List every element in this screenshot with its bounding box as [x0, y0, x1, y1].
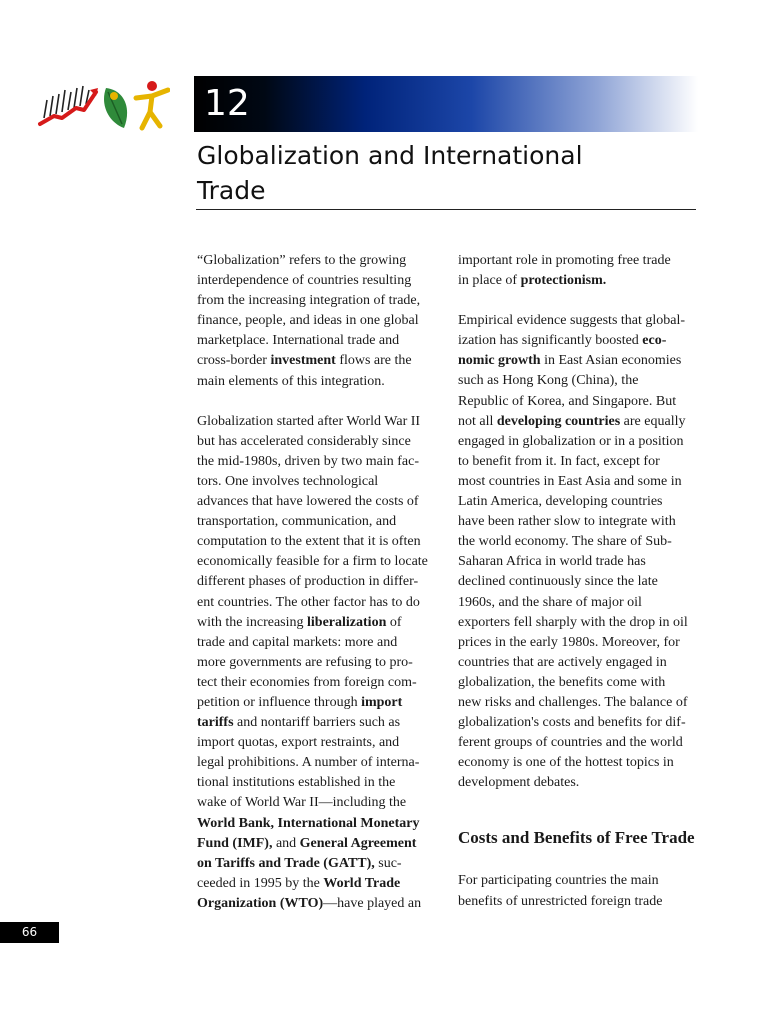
text-line: wake of World War II—including the: [197, 795, 407, 811]
text-line: more governments are refusing to pro-: [197, 654, 413, 670]
glossary-term: General Agreement: [299, 835, 417, 851]
text-line: Republic of Korea, and Singapore. But: [458, 393, 677, 409]
text-line: important role in promoting free trade: [458, 253, 671, 268]
glossary-term: eco-: [642, 333, 667, 349]
text-line: Saharan Africa in world trade has: [458, 554, 646, 570]
text-line: economy is one of the hottest topics in: [458, 755, 674, 771]
paragraph-free-trade-benefits: [458, 871, 698, 911]
text-line: suc-: [374, 855, 402, 871]
person-icon: [136, 81, 168, 128]
chapter-title: [197, 138, 697, 208]
text-line: globalization, the benefits come with: [458, 674, 666, 690]
text-line: from the increasing integration of trade,: [197, 293, 421, 309]
text-line: to benefit from it. In fact, except for: [458, 453, 660, 469]
text-line: are equally: [620, 413, 686, 429]
glossary-term: protectionism.: [520, 273, 607, 289]
text-line: interdependence of countries resulting: [197, 273, 412, 289]
text-line: flows are the: [335, 353, 412, 369]
text-line: economically feasible for a firm to locate: [197, 554, 428, 570]
text-line: development debates.: [458, 775, 580, 791]
text-line: Globalization started after World War II: [197, 413, 421, 429]
glossary-term: import: [361, 694, 403, 710]
text-line: Empirical evidence suggests that global-: [458, 313, 686, 329]
text-line: petition or influence through: [197, 694, 362, 710]
paragraph-empirical-evidence: [458, 311, 698, 793]
text-line: advances that have lowered the costs of: [197, 494, 419, 510]
text-line: tional institutions established in the: [197, 775, 396, 791]
glossary-term: World Trade: [323, 875, 401, 891]
text-line: “Globalization” refers to the growing: [197, 253, 407, 268]
glossary-term: on Tariffs and Trade (GATT),: [197, 855, 375, 871]
title-divider: [196, 209, 696, 210]
text-line: new risks and challenges. The balance of: [458, 694, 688, 710]
text-line: in East Asian economies: [540, 353, 682, 369]
text-line: cross-border: [197, 353, 271, 369]
text-line: tect their economies from foreign com-: [197, 674, 417, 690]
text-line: trade and capital markets: more and: [197, 634, 398, 650]
text-line: ferent groups of countries and the world: [458, 735, 683, 751]
text-line: ization has significantly boosted: [458, 333, 643, 349]
chapter-number-bar: [194, 76, 698, 132]
text-line: Latin America, developing countries: [458, 494, 663, 510]
text-line: have been rather slow to integrate with: [458, 514, 676, 530]
paragraph-globalization-history: [197, 412, 437, 914]
text-line: 1960s, and the share of major oil: [458, 594, 642, 610]
page-number: 66: [0, 922, 59, 943]
chapter-title-line-2: Trade: [197, 176, 266, 205]
glossary-term: Fund (IMF),: [197, 835, 273, 851]
text-line: with the increasing: [197, 614, 308, 630]
text-line: finance, people, and ideas in one global: [197, 313, 419, 329]
text-line: but has accelerated considerably since: [197, 433, 411, 449]
paragraph-globalization-definition: [197, 251, 437, 392]
text-line: such as Hong Kong (China), the: [458, 373, 639, 389]
text-line: and: [272, 835, 300, 851]
text-line: the world economy. The share of Sub-: [458, 534, 672, 550]
text-line: main elements of this integration.: [197, 373, 385, 389]
glossary-term: World Bank, International Monetary: [197, 815, 420, 831]
glossary-term: tariffs: [197, 715, 234, 731]
text-line: of: [386, 614, 402, 630]
text-line: ent countries. The other factor has to do: [197, 594, 420, 610]
text-line: the mid-1980s, driven by two main fac-: [197, 453, 420, 469]
glossary-term: liberalization: [307, 614, 387, 630]
chapter-number: 12: [204, 83, 250, 124]
text-line: For participating countries the main: [458, 873, 659, 889]
left-column: [197, 251, 437, 934]
text-line: import quotas, export restraints, and: [197, 735, 400, 751]
text-line: engaged in globalization or in a position: [458, 433, 684, 449]
chapter-title-line-1: Globalization and International: [197, 141, 583, 170]
text-line: and nontariff barriers such as: [233, 715, 401, 731]
text-line: —have played an: [323, 895, 422, 911]
text-line: marketplace. International trade and: [197, 333, 400, 349]
glossary-term: investment: [270, 353, 336, 369]
leaf-icon: [104, 88, 127, 128]
text-line: globalization's costs and benefits for dif-: [458, 715, 686, 731]
glossary-term: Organization (WTO): [197, 895, 324, 911]
text-line: not all: [458, 413, 497, 429]
text-line: ceeded in 1995 by the: [197, 875, 324, 891]
text-line: prices in the early 1980s. Moreover, for: [458, 634, 680, 650]
text-line: legal prohibitions. A number of interna-: [197, 755, 420, 771]
text-line: countries that are actively engaged in: [458, 654, 667, 670]
glossary-term: developing countries: [496, 413, 621, 429]
text-line: tors. One involves technological: [197, 473, 379, 489]
text-line: transportation, communication, and: [197, 514, 397, 530]
text-line: different phases of production in differ-: [197, 574, 419, 590]
text-line: in place of: [458, 273, 521, 289]
glossary-term: nomic growth: [458, 353, 541, 369]
text-line: exporters fell sharply with the drop in oil: [458, 614, 688, 630]
text-line: computation to the extent that it is often: [197, 534, 421, 550]
chapter-logo: [36, 78, 170, 134]
text-line: most countries in East Asia and some in: [458, 473, 682, 489]
text-line: declined continuously since the late: [458, 574, 658, 590]
text-line: benefits of unrestricted foreign trade: [458, 893, 663, 909]
right-column: [458, 251, 698, 932]
paragraph-continuation: [458, 251, 698, 291]
rising-chart-icon: [40, 86, 98, 124]
section-heading: Costs and Benefits of Free Trade: [458, 828, 695, 848]
